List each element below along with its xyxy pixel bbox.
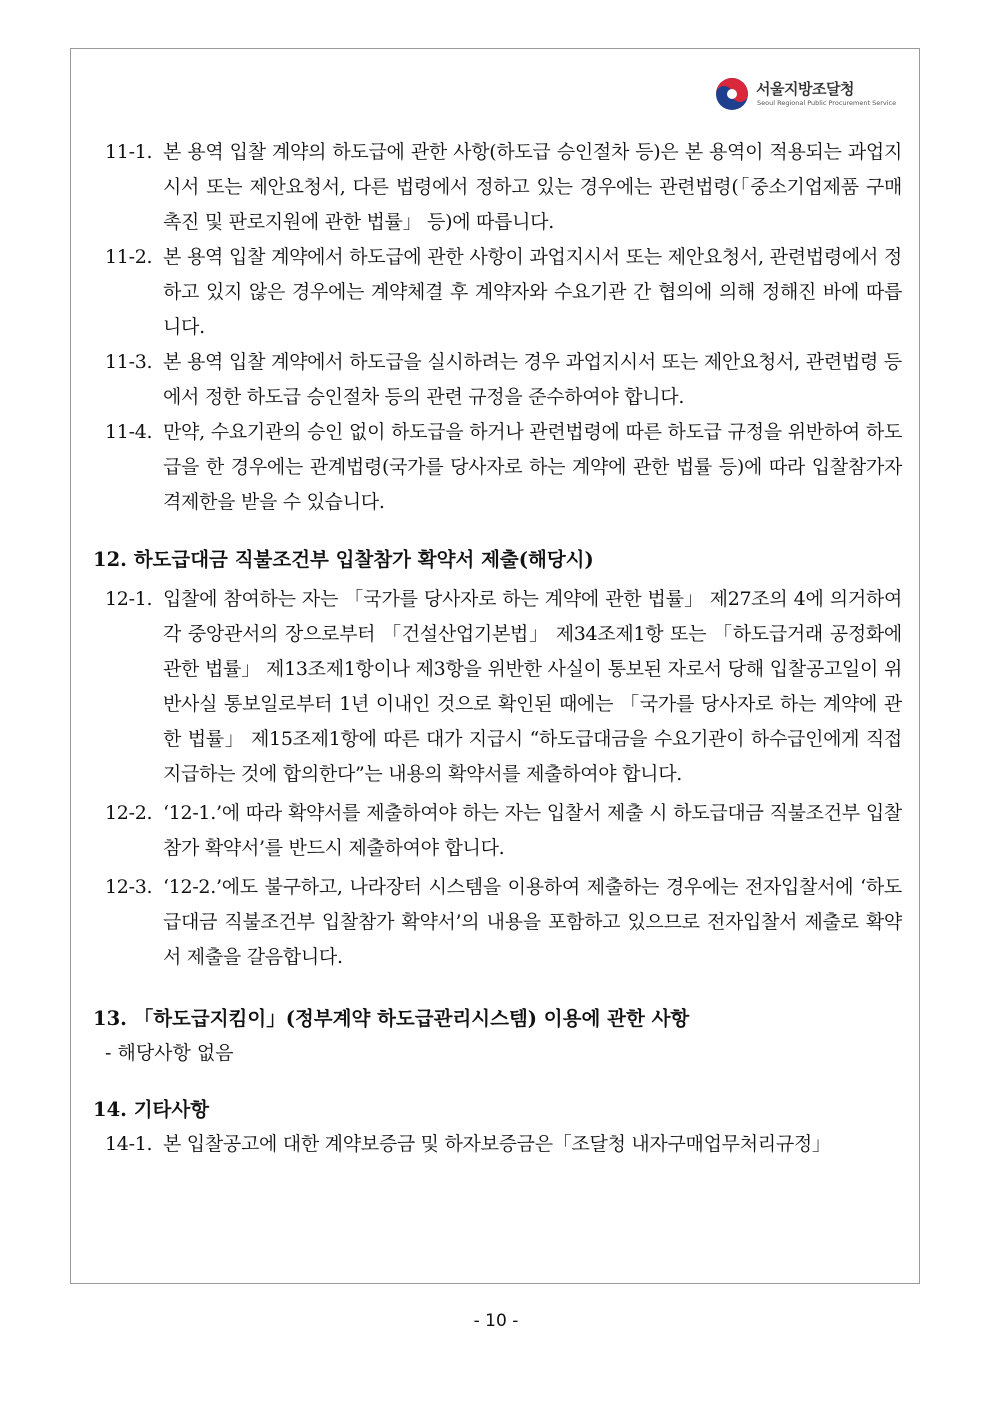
clause-12-2	[90, 796, 902, 866]
clause-number: 11-2.	[105, 246, 153, 268]
clause-text: 본 용역 입찰 계약에서 하도급을 실시하려는 경우 과업지시서 또는 제안요청서, 관련법령 등에서 정한 하도급 승인절차 등의 관련 규정을 준수하여야 합니다.	[163, 351, 902, 408]
clause-number: 12-1.	[105, 588, 153, 610]
page-number: - 10 -	[473, 1311, 519, 1331]
org-name-english: Seoul Regional Public Procurement Service	[757, 99, 897, 107]
clause-14-1	[90, 1127, 902, 1162]
document-body	[90, 135, 902, 1162]
clause-text: ‘12-1.’에 따라 확약서를 제출하여야 하는 자는 입찰서 제출 시 하도급대금 직불조건부 입찰참가 확약서’를 반드시 제출하여야 합니다.	[163, 802, 902, 859]
clause-text: 본 용역 입찰 계약에서 하도급에 관한 사항이 과업지시서 또는 제안요청서, 관련법령에서 정하고 있지 않은 경우에는 계약체결 후 계약자와 수요기관 간 협의에 의해 정해진 바에 따릅니다.	[163, 246, 902, 338]
clause-text: 본 용역 입찰 계약의 하도급에 관한 사항(하도급 승인절차 등)은 본 용역이 적용되는 과업지시서 또는 제안요청서, 다른 법령에서 정하고 있는 경우에는 관련법령(「중소기업제품 구매촉진 및 판로지원에 관한 법률」 등)에 따릅니다.	[163, 141, 902, 233]
section-13-heading: 13. 「하도급지킴이」(정부계약 하도급관리시스템) 이용에 관한 사항	[93, 1007, 690, 1030]
org-logo	[714, 74, 904, 118]
clause-number: 14-1.	[105, 1133, 153, 1155]
clause-text: 본 입찰공고에 대한 계약보증금 및 하자보증금은「조달청 내자구매업무처리규정」	[163, 1133, 831, 1155]
clause-number: 12-3.	[105, 876, 153, 898]
clause-text: 만약, 수요기관의 승인 없이 하도급을 하거나 관련법령에 따른 하도급 규정을 위반하여 하도급을 한 경우에는 관계법령(국가를 당사자로 하는 계약에 관한 법률 등)에 따라 입찰참가자격제한을 받을 수 있습니다.	[163, 421, 902, 513]
clause-12-3	[90, 870, 902, 975]
clause-11-1	[90, 135, 902, 240]
section-14-heading: 14. 기타사항	[93, 1098, 210, 1121]
clause-text: 입찰에 참여하는 자는 「국가를 당사자로 하는 계약에 관한 법률」 제27조의 4에 의거하여 각 중앙관서의 장으로부터 「건설산업기본법」 제34조제1항 또는 「하도급거래 공정화에 관한 법률」 제13조제1항이나 제3항을 위반한 사실이 통보된 자로서 당해 입찰공고일이 위반사실 통보일로부터 1년 이내인 것으로 확인된 때에는 「국가를 당사자로 하는 계약에 관한 법률」 제15조제1항에 따른 대가 지급시 “하도급대금을 수요기관이 하수급인에게 직접 지급하는 것에 합의한다”는 내용의 확약서를 제출하여야 합니다.	[163, 588, 902, 785]
section-13-note: - 해당사항 없음	[105, 1042, 234, 1064]
clause-number: 11-4.	[105, 421, 153, 443]
clause-text: ‘12-2.’에도 불구하고, 나라장터 시스템을 이용하여 제출하는 경우에는 전자입찰서에 ‘하도급대금 직불조건부 입찰참가 확약서’의 내용을 포함하고 있으므로 전자입찰서 제출로 확약서 제출을 갈음합니다.	[163, 876, 902, 968]
clause-12-1	[90, 582, 902, 792]
taegeuk-emblem-icon	[714, 76, 750, 112]
clause-number: 12-2.	[105, 802, 153, 824]
clause-number: 11-3.	[105, 351, 153, 373]
clause-11-3	[90, 345, 902, 415]
org-name-korean: 서울지방조달청	[756, 80, 854, 98]
clause-11-2	[90, 240, 902, 345]
section-12-heading: 12. 하도급대금 직불조건부 입찰참가 확약서 제출(해당시)	[93, 548, 594, 571]
clause-number: 11-1.	[105, 141, 153, 163]
clause-11-4	[90, 415, 902, 520]
